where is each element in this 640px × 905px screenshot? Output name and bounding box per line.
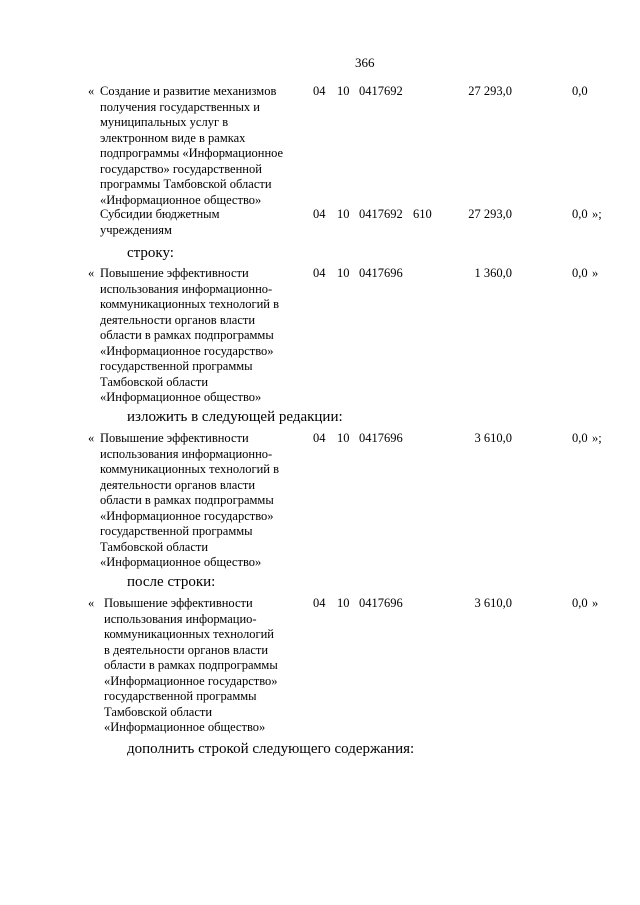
section-code: 04 (313, 266, 326, 280)
target-article-code: 0417696 (359, 431, 403, 445)
open-quote: « (88, 266, 95, 280)
subsection-code: 10 (337, 431, 350, 445)
subsection-code: 10 (337, 266, 350, 280)
open-quote: « (88, 596, 95, 610)
amount-second: 0,0 (572, 266, 588, 280)
section-code: 04 (313, 84, 326, 98)
amount-second: 0,0 (572, 84, 588, 98)
amount-second: 0,0 (572, 207, 588, 221)
close-quote: » (592, 266, 599, 280)
close-quote: » (592, 596, 599, 610)
section-code: 04 (313, 207, 326, 221)
target-article-code: 0417692 (359, 207, 403, 221)
instruction-izlozhit: изложить в следующей редакции: (127, 409, 343, 425)
target-article-code: 0417696 (359, 596, 403, 610)
amount-second: 0,0 (572, 431, 588, 445)
row-description: Субсидии бюджетным учреждениям (100, 207, 220, 237)
instruction-posle: после строки: (127, 574, 216, 590)
section-code: 04 (313, 596, 326, 610)
amount-second: 0,0 (572, 596, 588, 610)
row-description: Повышение эффективности использования информационно- коммуникационных технологий в деятельности органов власти области в рамках подпрограммы «Информационное государство» государственной программы Тамбовской области «Информационное общество» (100, 431, 280, 569)
open-quote: « (88, 431, 95, 445)
close-quote: »; (592, 431, 602, 445)
subsection-code: 10 (337, 84, 350, 98)
row-description: Повышение эффективности использования информационно- коммуникационных технологий в деятельности органов власти области в рамках подпрограммы «Информационное государство» государственной программы Тамбовской области «Информационное общество» (100, 266, 280, 404)
instruction-stroku: строку: (127, 245, 174, 261)
target-article-code: 0417696 (359, 266, 403, 280)
subsection-code: 10 (337, 207, 350, 221)
page-number: 366 (355, 55, 375, 70)
amount: 3 610,0 (474, 596, 512, 610)
section-code: 04 (313, 431, 326, 445)
open-quote: « (88, 84, 95, 98)
amount: 1 360,0 (474, 266, 512, 280)
instruction-dopolnit: дополнить строкой следующего содержания: (127, 741, 415, 757)
target-article-code: 0417692 (359, 84, 403, 98)
amount: 27 293,0 (468, 207, 512, 221)
row-description: Повышение эффективности использования информацио- коммуникационных технологий в деятельности органов власти области в рамках подпрограммы «Информационное государство» государственной программы Тамбовской области «Информационное общество» (104, 596, 278, 734)
amount: 3 610,0 (474, 431, 512, 445)
amount: 27 293,0 (468, 84, 512, 98)
subsection-code: 10 (337, 596, 350, 610)
row-description: Создание и развитие механизмов получения государственных и муниципальных услуг в электронном виде в рамках подпрограммы «Информационное государство» государственной программы Тамбовской области «Информационное общество» (100, 84, 284, 207)
close-quote: »; (592, 207, 602, 221)
expense-type-code: 610 (413, 207, 432, 221)
